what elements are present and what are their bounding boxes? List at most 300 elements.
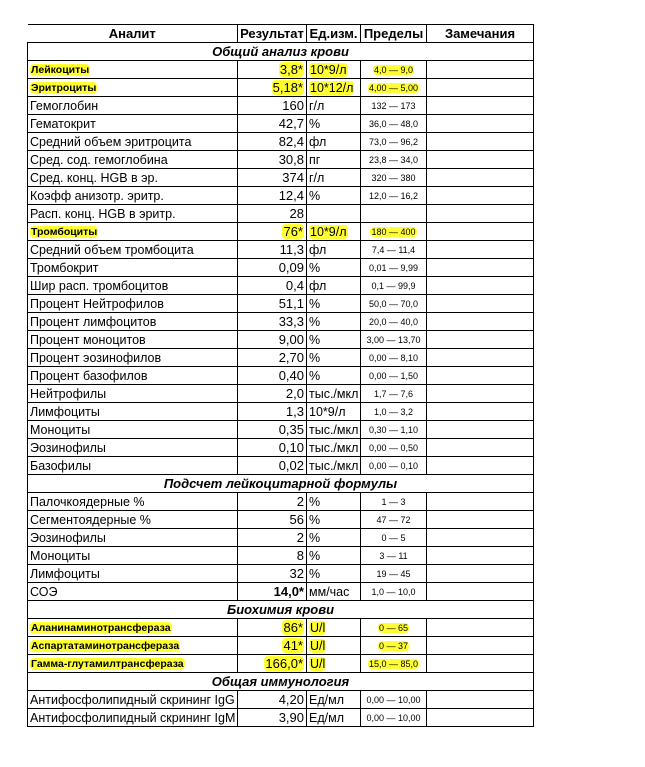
result-cell xyxy=(238,169,307,187)
range-text: 19 — 45 xyxy=(376,568,411,579)
unit-cell xyxy=(307,637,361,655)
result-cell xyxy=(238,565,307,583)
table-row xyxy=(28,187,534,205)
analyte-name-text: Моноциты xyxy=(30,422,91,437)
unit-text: Ед/мл xyxy=(309,710,344,725)
unit-text: % xyxy=(309,332,321,347)
notes-cell xyxy=(427,223,534,241)
notes-cell xyxy=(427,403,534,421)
notes-cell xyxy=(427,709,534,727)
unit-cell xyxy=(307,421,361,439)
result-text: 2,70 xyxy=(278,349,304,365)
analyte-name-cell xyxy=(28,583,238,601)
analyte-name-cell xyxy=(28,637,238,655)
table-row xyxy=(28,583,534,601)
range-cell xyxy=(361,709,427,727)
unit-cell xyxy=(307,223,361,241)
range-cell xyxy=(361,277,427,295)
analyte-name-cell xyxy=(28,151,238,169)
range-text: 50,0 — 70,0 xyxy=(368,298,419,309)
analyte-name-cell xyxy=(28,187,238,205)
unit-cell xyxy=(307,547,361,565)
notes-cell xyxy=(427,493,534,511)
range-text: 0,00 — 10,00 xyxy=(366,694,421,705)
result-text: 374 xyxy=(282,169,304,185)
notes-cell xyxy=(427,61,534,79)
analyte-name-cell xyxy=(28,349,238,367)
result-text: 86* xyxy=(283,619,303,635)
result-text: 32 xyxy=(289,565,304,581)
range-cell xyxy=(361,385,427,403)
analyte-name-text: Аланинаминотрансфераза xyxy=(31,621,171,634)
range-cell xyxy=(361,79,427,97)
result-text: 14,0* xyxy=(273,583,304,599)
range-cell xyxy=(361,223,427,241)
analyte-name-cell xyxy=(28,367,238,385)
unit-text: фл xyxy=(309,278,327,293)
range-cell xyxy=(361,511,427,529)
unit-cell xyxy=(307,511,361,529)
unit-text: % xyxy=(309,530,321,545)
unit-text: % xyxy=(309,368,321,383)
unit-text: Ед/мл xyxy=(309,692,344,707)
result-cell xyxy=(238,115,307,133)
section-header-row xyxy=(28,601,534,619)
notes-cell xyxy=(427,133,534,151)
table-row xyxy=(28,637,534,655)
result-text: 5,18* xyxy=(272,79,303,95)
result-cell xyxy=(238,691,307,709)
table-row xyxy=(28,403,534,421)
result-cell xyxy=(238,457,307,475)
range-cell xyxy=(361,565,427,583)
table-row xyxy=(28,385,534,403)
section-title: Общая иммунология xyxy=(28,673,534,691)
result-cell xyxy=(238,511,307,529)
unit-text: мм/час xyxy=(309,584,350,599)
range-cell xyxy=(361,241,427,259)
analyte-name-text: Палочкоядерные % xyxy=(30,494,145,509)
analyte-name-text: Лимфоциты xyxy=(30,404,100,419)
analyte-name-text: Средний объем эритроцита xyxy=(30,134,192,149)
unit-cell xyxy=(307,205,361,223)
section-header-row xyxy=(28,673,534,691)
unit-text: % xyxy=(309,260,321,275)
analyte-name-text: Гемоглобин xyxy=(30,98,99,113)
notes-cell xyxy=(427,457,534,475)
result-text: 9,00 xyxy=(278,331,304,347)
unit-cell xyxy=(307,457,361,475)
range-cell xyxy=(361,295,427,313)
unit-text: фл xyxy=(309,134,327,149)
table-row xyxy=(28,349,534,367)
result-cell xyxy=(238,367,307,385)
range-cell xyxy=(361,583,427,601)
result-text: 0,4 xyxy=(285,277,304,293)
table-row xyxy=(28,421,534,439)
analyte-name-cell xyxy=(28,259,238,277)
unit-cell xyxy=(307,349,361,367)
range-text: 1,0 — 3,2 xyxy=(373,406,414,417)
notes-cell xyxy=(427,151,534,169)
result-text: 166,0* xyxy=(265,655,303,671)
analyte-name-text: Процент базофилов xyxy=(30,368,148,383)
section-title: Подсчет лейкоцитарной формулы xyxy=(28,475,534,493)
table-row xyxy=(28,151,534,169)
analyte-name-text: Шир расп. тромбоцитов xyxy=(30,278,169,293)
range-text: 320 — 380 xyxy=(371,172,416,183)
result-text: 0,40 xyxy=(278,367,304,383)
column-header-notes: Замечания xyxy=(427,25,534,43)
table-row xyxy=(28,511,534,529)
analyte-name-cell xyxy=(28,385,238,403)
range-cell xyxy=(361,691,427,709)
result-text: 0,02 xyxy=(278,457,304,473)
range-text: 0 — 65 xyxy=(378,622,409,633)
notes-cell xyxy=(427,583,534,601)
notes-cell xyxy=(427,547,534,565)
range-text: 0,00 — 0,10 xyxy=(368,460,419,471)
range-text: 0 — 37 xyxy=(378,640,409,651)
analyte-name-text: СОЭ xyxy=(30,584,58,599)
analyte-name-text: Тромбокрит xyxy=(30,260,99,275)
result-cell xyxy=(238,529,307,547)
range-text: 0,01 — 9,99 xyxy=(368,262,419,273)
result-text: 1,3 xyxy=(285,403,304,419)
range-cell xyxy=(361,349,427,367)
result-text: 160 xyxy=(282,97,304,113)
unit-cell xyxy=(307,187,361,205)
result-text: 76* xyxy=(283,223,303,239)
range-text: 1,0 — 10,0 xyxy=(371,586,416,597)
result-cell xyxy=(238,295,307,313)
result-text: 4,20 xyxy=(278,691,304,707)
column-header-unit: Ед.изм. xyxy=(307,25,361,43)
analyte-name-cell xyxy=(28,655,238,673)
analyte-name-text: Гематокрит xyxy=(30,116,96,131)
range-text: 0,00 — 10,00 xyxy=(366,712,421,723)
range-text: 7,4 — 11,4 xyxy=(371,244,416,255)
unit-cell xyxy=(307,169,361,187)
result-text: 12,4 xyxy=(278,187,304,203)
unit-cell xyxy=(307,331,361,349)
unit-text: % xyxy=(309,116,321,131)
table-row xyxy=(28,367,534,385)
range-text: 0,00 — 1,50 xyxy=(368,370,419,381)
range-text: 47 — 72 xyxy=(376,514,411,525)
unit-cell xyxy=(307,655,361,673)
analyte-name-cell xyxy=(28,97,238,115)
range-cell xyxy=(361,655,427,673)
analyte-name-cell xyxy=(28,403,238,421)
notes-cell xyxy=(427,115,534,133)
unit-cell xyxy=(307,115,361,133)
table-row xyxy=(28,241,534,259)
analyte-name-text: Тромбоциты xyxy=(31,225,98,238)
notes-cell xyxy=(427,367,534,385)
analyte-name-cell xyxy=(28,295,238,313)
result-text: 28 xyxy=(289,205,304,221)
analyte-name-text: Процент лимфоцитов xyxy=(30,314,157,329)
unit-text: 10*9/л xyxy=(309,404,346,419)
unit-text: % xyxy=(309,188,321,203)
unit-cell xyxy=(307,529,361,547)
analyte-name-cell xyxy=(28,313,238,331)
notes-cell xyxy=(427,241,534,259)
notes-cell xyxy=(427,169,534,187)
unit-text: тыс./мкл xyxy=(309,422,359,437)
result-text: 8 xyxy=(296,547,304,563)
result-text: 3,90 xyxy=(278,709,304,725)
result-cell xyxy=(238,421,307,439)
result-cell xyxy=(238,385,307,403)
result-cell xyxy=(238,79,307,97)
table-row xyxy=(28,205,534,223)
range-cell xyxy=(361,331,427,349)
range-text: 3 — 11 xyxy=(379,550,408,561)
result-cell xyxy=(238,205,307,223)
table-row xyxy=(28,277,534,295)
notes-cell xyxy=(427,295,534,313)
unit-text: тыс./мкл xyxy=(309,386,359,401)
unit-cell xyxy=(307,133,361,151)
section-header-row xyxy=(28,43,534,61)
range-text: 3,00 — 13,70 xyxy=(366,334,421,345)
range-text: 132 — 173 xyxy=(371,100,416,111)
range-cell xyxy=(361,259,427,277)
column-header-analyte: Аналит xyxy=(28,25,238,43)
analyte-name-text: Базофилы xyxy=(30,458,92,473)
range-cell xyxy=(361,313,427,331)
notes-cell xyxy=(427,277,534,295)
result-cell xyxy=(238,223,307,241)
analyte-name-cell xyxy=(28,331,238,349)
notes-cell xyxy=(427,349,534,367)
range-cell xyxy=(361,403,427,421)
result-cell xyxy=(238,403,307,421)
analyte-name-cell xyxy=(28,61,238,79)
unit-text: U/l xyxy=(310,638,326,653)
result-text: 0,10 xyxy=(278,439,304,455)
analyte-name-text: Эозинофилы xyxy=(30,530,106,545)
analyte-name-text: Лимфоциты xyxy=(30,566,100,581)
table-row xyxy=(28,169,534,187)
table-row xyxy=(28,709,534,727)
unit-cell xyxy=(307,79,361,97)
range-text: 0,1 — 99,9 xyxy=(371,280,416,291)
section-header-row xyxy=(28,475,534,493)
column-header-range: Пределы xyxy=(361,25,427,43)
result-cell xyxy=(238,259,307,277)
unit-cell xyxy=(307,277,361,295)
column-header-result: Результат xyxy=(238,25,307,43)
result-text: 82,4 xyxy=(278,133,304,149)
unit-text: U/l xyxy=(310,656,326,671)
unit-cell xyxy=(307,259,361,277)
analyte-name-text: Сред. сод. гемоглобина xyxy=(30,152,168,167)
analyte-name-cell xyxy=(28,205,238,223)
notes-cell xyxy=(427,511,534,529)
result-cell xyxy=(238,547,307,565)
notes-cell xyxy=(427,313,534,331)
notes-cell xyxy=(427,259,534,277)
analyte-name-text: Расп. конц. HGB в эритр. xyxy=(30,206,176,221)
analyte-name-text: Процент моноцитов xyxy=(30,332,146,347)
analyte-name-text: Моноциты xyxy=(30,548,91,563)
range-text: 180 — 400 xyxy=(371,226,416,237)
result-text: 56 xyxy=(289,511,304,527)
table-row xyxy=(28,493,534,511)
range-text: 12,0 — 16,2 xyxy=(368,190,419,201)
table-row xyxy=(28,79,534,97)
analyte-name-text: Антифосфолипидный скрининг IgG xyxy=(30,692,235,707)
result-text: 11,3 xyxy=(279,241,304,257)
notes-cell xyxy=(427,691,534,709)
unit-cell xyxy=(307,691,361,709)
analyte-name-cell xyxy=(28,547,238,565)
unit-text: пг xyxy=(309,152,321,167)
range-text: 0 — 5 xyxy=(381,532,406,543)
unit-cell xyxy=(307,61,361,79)
range-cell xyxy=(361,493,427,511)
result-cell xyxy=(238,97,307,115)
section-title: Общий анализ крови xyxy=(28,43,534,61)
range-cell xyxy=(361,133,427,151)
analyte-name-cell xyxy=(28,223,238,241)
range-text: 1 — 3 xyxy=(381,496,406,507)
result-text: 3,8* xyxy=(279,61,303,77)
notes-cell xyxy=(427,439,534,457)
table-row xyxy=(28,61,534,79)
result-text: 42,7 xyxy=(278,115,304,131)
result-cell xyxy=(238,61,307,79)
result-cell xyxy=(238,637,307,655)
notes-cell xyxy=(427,655,534,673)
result-cell xyxy=(238,187,307,205)
analyte-name-text: Сред. конц. HGB в эр. xyxy=(30,170,158,185)
result-text: 30,8 xyxy=(278,151,304,167)
table-row xyxy=(28,133,534,151)
table-row xyxy=(28,223,534,241)
analyte-name-text: Средний объем тромбоцита xyxy=(30,242,194,257)
unit-text: 10*9/л xyxy=(310,62,347,77)
unit-text: U/l xyxy=(310,620,326,635)
unit-cell xyxy=(307,439,361,457)
range-cell xyxy=(361,421,427,439)
analyte-name-text: Антифосфолипидный скрининг IgM xyxy=(30,710,236,725)
table-row xyxy=(28,655,534,673)
range-cell xyxy=(361,457,427,475)
range-cell xyxy=(361,529,427,547)
range-cell xyxy=(361,547,427,565)
table-body xyxy=(28,43,534,727)
table-row xyxy=(28,97,534,115)
unit-text: % xyxy=(309,350,321,365)
result-text: 2 xyxy=(296,529,304,545)
range-text: 4,0 — 9,0 xyxy=(373,64,414,75)
range-text: 0,00 — 0,50 xyxy=(368,442,419,453)
analyte-name-text: Нейтрофилы xyxy=(30,386,107,401)
range-cell xyxy=(361,367,427,385)
unit-text: % xyxy=(309,296,321,311)
notes-cell xyxy=(427,529,534,547)
notes-cell xyxy=(427,187,534,205)
range-text: 0,30 — 1,10 xyxy=(368,424,419,435)
analyte-name-cell xyxy=(28,565,238,583)
notes-cell xyxy=(427,385,534,403)
unit-cell xyxy=(307,151,361,169)
section-title: Биохимия крови xyxy=(28,601,534,619)
unit-text: % xyxy=(309,512,321,527)
analyte-name-cell xyxy=(28,79,238,97)
range-cell xyxy=(361,97,427,115)
unit-cell xyxy=(307,583,361,601)
analyte-name-cell xyxy=(28,511,238,529)
result-text: 33,3 xyxy=(278,313,304,329)
unit-cell xyxy=(307,619,361,637)
notes-cell xyxy=(427,97,534,115)
result-cell xyxy=(238,151,307,169)
table-row xyxy=(28,529,534,547)
analyte-name-text: Процент эозинофилов xyxy=(30,350,162,365)
analyte-name-text: Аспартатаминотрансфераза xyxy=(31,639,180,652)
unit-text: 10*12/л xyxy=(310,80,354,95)
unit-cell xyxy=(307,565,361,583)
notes-cell xyxy=(427,619,534,637)
range-cell xyxy=(361,169,427,187)
unit-text: г/л xyxy=(309,98,325,113)
table-row xyxy=(28,457,534,475)
result-text: 0,09 xyxy=(278,259,304,275)
range-cell xyxy=(361,61,427,79)
notes-cell xyxy=(427,421,534,439)
result-cell xyxy=(238,133,307,151)
result-cell xyxy=(238,493,307,511)
unit-text: фл xyxy=(309,242,327,257)
result-cell xyxy=(238,241,307,259)
analyte-name-text: Лейкоциты xyxy=(31,63,90,76)
unit-cell xyxy=(307,709,361,727)
analyte-name-text: Сегментоядерные % xyxy=(30,512,151,527)
notes-cell xyxy=(427,637,534,655)
range-cell xyxy=(361,619,427,637)
notes-cell xyxy=(427,331,534,349)
analyte-name-cell xyxy=(28,691,238,709)
notes-cell xyxy=(427,565,534,583)
range-cell xyxy=(361,115,427,133)
range-cell xyxy=(361,151,427,169)
analyte-name-cell xyxy=(28,493,238,511)
unit-text: г/л xyxy=(309,170,325,185)
analyte-name-cell xyxy=(28,619,238,637)
unit-text: 10*9/л xyxy=(310,224,347,239)
unit-cell xyxy=(307,313,361,331)
analyte-name-cell xyxy=(28,421,238,439)
range-text: 0,00 — 8,10 xyxy=(368,352,419,363)
unit-cell xyxy=(307,493,361,511)
result-cell xyxy=(238,709,307,727)
range-cell xyxy=(361,637,427,655)
unit-cell xyxy=(307,367,361,385)
table-header-row xyxy=(28,25,534,43)
notes-cell xyxy=(427,205,534,223)
result-cell xyxy=(238,331,307,349)
result-text: 0,35 xyxy=(278,421,304,437)
table-row xyxy=(28,331,534,349)
result-cell xyxy=(238,313,307,331)
unit-cell xyxy=(307,241,361,259)
result-cell xyxy=(238,655,307,673)
